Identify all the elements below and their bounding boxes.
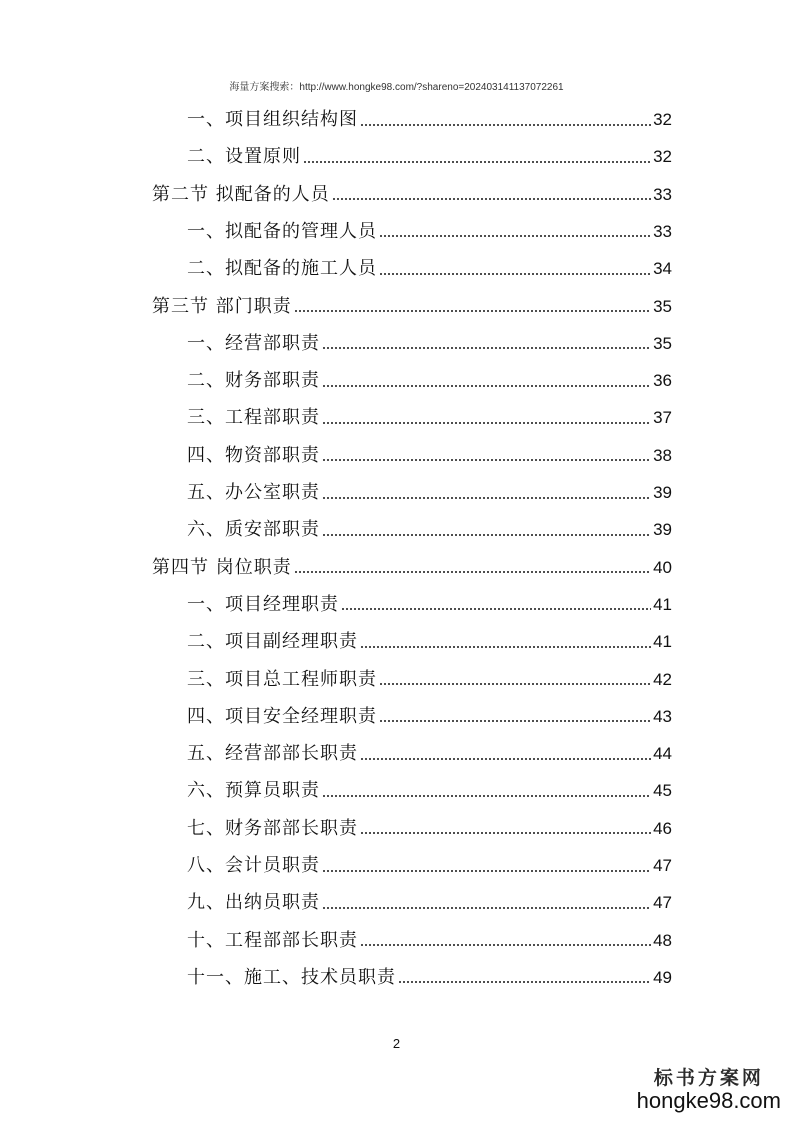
toc-entry[interactable] <box>187 325 672 362</box>
toc-entry-label: 二、设置原则 <box>187 146 301 168</box>
toc-entry-label: 一、经营部职责 <box>187 332 320 354</box>
toc-leader-dots <box>379 719 651 723</box>
toc-leader-dots <box>322 496 651 500</box>
toc-entry[interactable] <box>187 959 672 996</box>
toc-entry-label: 二、项目副经理职责 <box>187 631 358 653</box>
toc-leader-dots <box>360 645 651 649</box>
toc-entry-label: 五、经营部部长职责 <box>187 743 358 765</box>
toc-entry-page: 41 <box>653 594 672 614</box>
toc-entry[interactable] <box>152 549 672 586</box>
toc-entry-page: 32 <box>653 110 672 129</box>
toc-entry[interactable] <box>187 213 672 250</box>
toc-leader-dots <box>294 570 651 574</box>
toc-entry-label: 十一、施工、技术员职责 <box>187 966 396 988</box>
toc-entry-page: 43 <box>653 706 672 726</box>
toc-entry[interactable] <box>187 101 672 138</box>
toc-leader-dots <box>341 607 651 611</box>
page-number: 2 <box>392 1036 401 1051</box>
toc-entry[interactable] <box>187 623 672 660</box>
toc-leader-dots <box>322 906 651 910</box>
toc-entry-label: 七、财务部部长职责 <box>187 817 358 839</box>
toc-entry-label: 五、办公室职责 <box>187 482 320 503</box>
toc-leader-dots <box>379 682 651 686</box>
toc-entry-page: 38 <box>653 445 672 465</box>
toc-leader-dots <box>360 831 651 835</box>
toc-entry[interactable] <box>152 288 672 325</box>
toc-entry-page: 48 <box>653 930 672 950</box>
toc-entry-page: 35 <box>653 296 672 316</box>
toc-leader-dots <box>322 384 651 388</box>
toc-entry[interactable] <box>187 511 672 548</box>
toc-entry[interactable] <box>187 586 672 623</box>
toc-entry-page: 47 <box>653 893 672 913</box>
toc-entry-page: 36 <box>653 371 672 391</box>
toc-leader-dots <box>294 309 651 313</box>
toc-entry-page: 44 <box>653 744 672 764</box>
toc-entry[interactable] <box>187 772 672 809</box>
toc-entry-label: 九、出纳员职责 <box>187 892 320 914</box>
toc-entry-label: 一、拟配备的管理人员 <box>187 220 377 242</box>
toc-entry-page: 46 <box>653 818 672 838</box>
toc-entry-label: 三、工程部职责 <box>187 407 320 429</box>
toc-leader-dots <box>322 533 651 537</box>
toc-entry-label: 六、质安部职责 <box>187 519 320 541</box>
toc-leader-dots <box>360 757 651 761</box>
toc-leader-dots <box>332 197 651 201</box>
watermark-logo <box>637 1063 781 1114</box>
toc-entry-label: 第二节 拟配备的人员 <box>152 183 330 205</box>
toc-entry-label: 二、财务部职责 <box>187 370 320 392</box>
toc-entry-page: 41 <box>653 632 672 652</box>
toc-entry-label: 四、物资部职责 <box>187 444 320 466</box>
toc-entry[interactable] <box>152 176 672 213</box>
toc-leader-dots <box>322 794 651 798</box>
toc-entry[interactable] <box>187 922 672 959</box>
toc-entry-label: 第四节 岗位职责 <box>152 556 292 578</box>
watermark-en: hongke98.com <box>636 1088 781 1113</box>
toc-leader-dots <box>322 421 651 425</box>
toc-entry[interactable] <box>187 399 672 436</box>
toc-entry-label: 一、项目组织结构图 <box>187 109 358 130</box>
toc-leader-dots <box>322 458 651 462</box>
toc-entry-label: 二、拟配备的施工人员 <box>187 258 377 280</box>
toc-entry[interactable] <box>187 847 672 884</box>
toc-entry-page: 37 <box>653 408 672 428</box>
toc-entry-page: 32 <box>653 147 672 167</box>
toc-entry-label: 六、预算员职责 <box>187 780 320 802</box>
toc-entry-page: 49 <box>653 967 672 987</box>
toc-entry[interactable] <box>187 698 672 735</box>
toc-entry[interactable] <box>187 810 672 847</box>
toc-entry-page: 34 <box>653 259 672 279</box>
toc-leader-dots <box>322 869 651 873</box>
toc-leader-dots <box>379 234 651 238</box>
toc-leader-dots <box>398 980 651 984</box>
toc-entry-page: 42 <box>653 669 672 689</box>
toc-entry[interactable] <box>187 735 672 772</box>
toc-entry-label: 第三节 部门职责 <box>152 295 292 317</box>
toc-entry-label: 三、项目总工程师职责 <box>187 668 377 690</box>
toc-entry-page: 35 <box>653 333 672 353</box>
toc-entry-page: 45 <box>653 781 672 801</box>
toc-leader-dots <box>303 160 651 164</box>
watermark-cn: 标书方案网 <box>653 1067 764 1089</box>
toc-leader-dots <box>360 943 651 947</box>
toc-entry-label: 四、项目安全经理职责 <box>187 705 377 727</box>
toc-entry-label: 八、会计员职责 <box>187 855 320 876</box>
toc-entry[interactable] <box>187 362 672 399</box>
toc-leader-dots <box>379 272 651 276</box>
toc-entry-label: 十、工程部部长职责 <box>187 929 358 951</box>
toc-leader-dots <box>322 346 651 350</box>
toc-entry-page: 39 <box>653 483 672 502</box>
toc-entry-page: 40 <box>653 557 672 577</box>
toc-entry-label: 一、项目经理职责 <box>187 593 339 615</box>
toc-entry[interactable] <box>187 437 672 474</box>
toc-entry[interactable] <box>187 661 672 698</box>
toc-entry-page: 39 <box>653 520 672 540</box>
toc-entry[interactable] <box>187 474 672 511</box>
toc-leader-dots <box>360 123 651 127</box>
toc-entry-page: 33 <box>653 221 672 241</box>
toc-entry-page: 33 <box>653 184 672 204</box>
page-header: 海量方案搜索：http://www.hongke98.com/?shareno=202403141137072261 <box>229 82 564 93</box>
toc-entry[interactable] <box>187 884 672 921</box>
toc-entry[interactable] <box>187 138 672 175</box>
toc-entry[interactable] <box>187 250 672 287</box>
toc-entry-page: 47 <box>653 856 672 875</box>
